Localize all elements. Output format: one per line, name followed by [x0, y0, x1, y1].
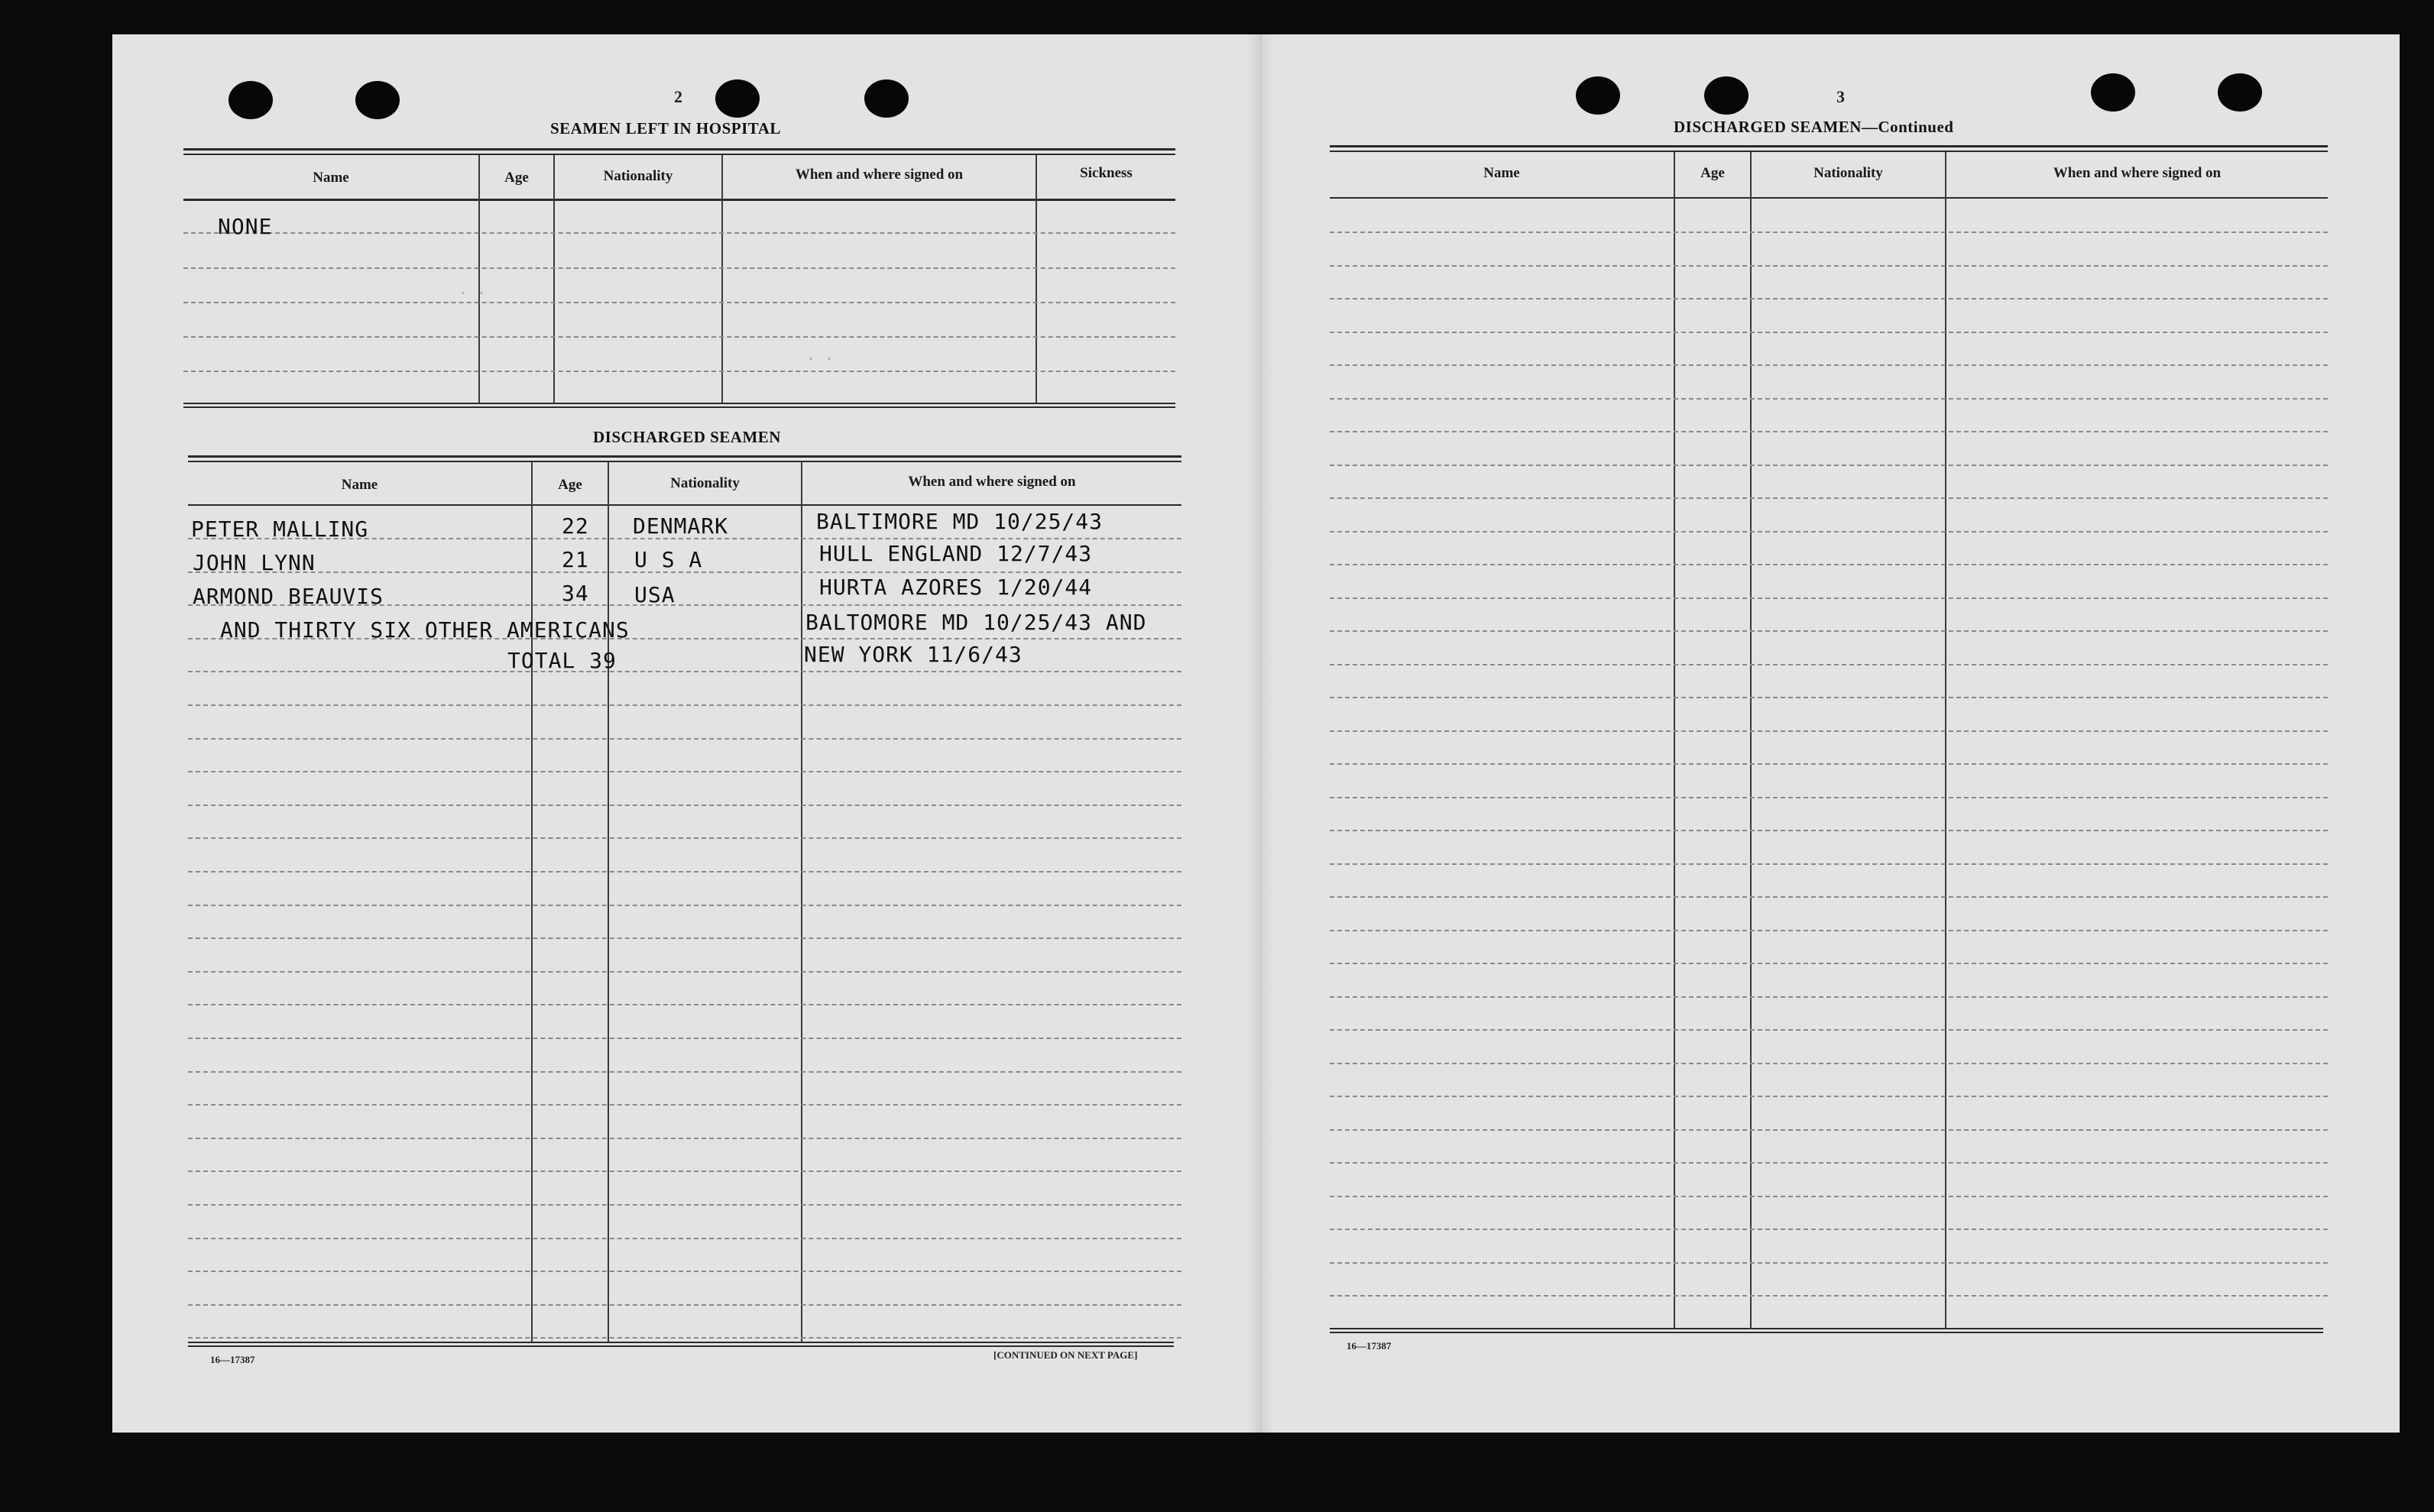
discharged-continued-title: DISCHARGED SEAMEN—Continued: [1674, 118, 1954, 136]
col-header-nationality: Nationality: [1813, 165, 1883, 181]
row-rule: [183, 232, 1175, 235]
row-rule: [188, 937, 1181, 940]
row-rule: [188, 704, 1181, 707]
row-rule: [188, 871, 1181, 873]
row-rule: [1330, 231, 2328, 234]
punch-hole: [864, 79, 909, 118]
form-number: 16—17387: [1347, 1340, 1392, 1352]
column-divider: [608, 462, 609, 1342]
table-bottom-border: [183, 403, 1175, 404]
seaman-age: 34: [562, 581, 589, 606]
continued-note: [CONTINUED ON NEXT PAGE]: [993, 1349, 1138, 1361]
row-rule: [188, 805, 1181, 807]
row-rule: [188, 1138, 1181, 1140]
punch-hole: [228, 81, 273, 119]
header-bottom-border: [188, 504, 1181, 506]
table-bottom-border: [1330, 1332, 2323, 1333]
discharged-section-title: DISCHARGED SEAMEN: [593, 428, 781, 446]
punch-hole: [715, 79, 760, 118]
row-rule: [1330, 564, 2328, 566]
col-header-age: Age: [558, 477, 582, 493]
form-number: 16—17387: [210, 1354, 255, 1365]
row-rule: [1330, 1229, 2328, 1231]
row-rule: [188, 1304, 1181, 1306]
row-rule: [1330, 364, 2328, 367]
column-divider: [1945, 152, 1946, 1329]
col-header-nationality: Nationality: [670, 475, 740, 491]
seaman-signed-on: BALTIMORE MD 10/25/43: [816, 509, 1104, 534]
col-header-signed-on: When and where signed on: [795, 167, 964, 183]
punch-hole: [1704, 76, 1749, 115]
col-header-age: Age: [504, 170, 529, 186]
row-rule: [1330, 1063, 2328, 1065]
page-fold: [1247, 34, 1275, 1433]
seaman-nationality: DENMARK: [633, 513, 729, 539]
column-divider: [553, 155, 555, 403]
row-rule: [1330, 830, 2328, 832]
row-rule: [1330, 896, 2328, 898]
row-rule: [188, 1071, 1181, 1073]
seaman-name: ARMOND BEAUVIS: [193, 584, 384, 609]
left-page: [112, 34, 1261, 1433]
row-rule: [1330, 730, 2328, 733]
row-rule: [188, 1204, 1181, 1206]
column-divider: [801, 462, 802, 1342]
others-signed-on: BALTOMORE MD 10/25/43 AND: [805, 610, 1147, 635]
col-header-signed-on: When and where signed on: [2053, 165, 2222, 181]
punch-hole: [355, 81, 400, 119]
row-rule: [188, 971, 1181, 973]
row-rule: [183, 267, 1175, 270]
page-number: 3: [1836, 87, 1845, 106]
row-rule: [188, 671, 1181, 673]
row-rule: [1330, 398, 2328, 400]
row-rule: [1330, 996, 2328, 999]
table-top-border: [183, 148, 1175, 151]
column-divider: [1750, 152, 1752, 1329]
row-rule: [1330, 1162, 2328, 1164]
seaman-name: JOHN LYNN: [193, 550, 316, 575]
row-rule: [1330, 863, 2328, 866]
right-page: [1261, 34, 2400, 1433]
row-rule: [188, 1238, 1181, 1240]
seaman-age: 21: [562, 547, 589, 572]
table-top-border: [1330, 145, 2328, 147]
row-rule: [1330, 597, 2328, 600]
seaman-nationality: U S A: [634, 547, 703, 572]
row-rule: [1330, 1262, 2328, 1264]
row-rule: [1330, 531, 2328, 533]
row-rule: [188, 1337, 1181, 1339]
row-rule: [1330, 1029, 2328, 1031]
row-rule: [188, 1170, 1181, 1173]
row-rule: [1330, 265, 2328, 267]
seaman-name: PETER MALLING: [191, 516, 369, 542]
row-rule: [188, 837, 1181, 840]
row-rule: [1330, 1295, 2328, 1297]
row-rule: [1330, 1129, 2328, 1132]
row-rule: [188, 1004, 1181, 1006]
row-rule: [188, 1104, 1181, 1106]
col-header-age: Age: [1700, 165, 1725, 181]
row-rule: [188, 1271, 1181, 1273]
col-header-nationality: Nationality: [603, 168, 673, 184]
row-rule: [1330, 431, 2328, 433]
column-divider: [531, 462, 533, 1342]
header-bottom-border: [1330, 197, 2328, 199]
hospital-section-title: SEAMEN LEFT IN HOSPITAL: [550, 119, 781, 138]
row-rule: [183, 371, 1175, 373]
row-rule: [1330, 630, 2328, 633]
row-rule: [1330, 298, 2328, 300]
row-rule: [1330, 763, 2328, 766]
bleed-through-mark: . .: [459, 280, 487, 298]
bleed-through-mark: . .: [806, 345, 835, 364]
row-rule: [183, 302, 1175, 304]
row-rule: [188, 738, 1181, 740]
page-number: 2: [674, 87, 682, 106]
punch-hole: [2091, 73, 2135, 112]
table-top-border: [188, 455, 1181, 458]
col-header-name: Name: [313, 170, 349, 186]
total-line: TOTAL 39: [507, 648, 617, 673]
table-top-border: [183, 154, 1175, 155]
seaman-signed-on: HULL ENGLAND 12/7/43: [819, 541, 1093, 566]
col-header-name: Name: [1483, 165, 1520, 181]
row-rule: [1330, 1196, 2328, 1198]
table-top-border: [188, 461, 1181, 462]
punch-hole: [1576, 76, 1620, 115]
column-divider: [1674, 152, 1675, 1329]
column-divider: [721, 155, 723, 403]
header-bottom-border: [183, 199, 1175, 201]
table-bottom-border: [1330, 1328, 2323, 1329]
row-rule: [188, 1038, 1181, 1040]
table-top-border: [1330, 151, 2328, 152]
table-bottom-border: [183, 406, 1175, 408]
col-header-sickness: Sickness: [1080, 165, 1133, 181]
row-rule: [1330, 332, 2328, 334]
table-bottom-border: [188, 1342, 1174, 1343]
row-rule: [1330, 697, 2328, 699]
seaman-nationality: USA: [634, 582, 676, 607]
col-header-name: Name: [341, 477, 378, 493]
seaman-signed-on: HURTA AZORES 1/20/44: [819, 575, 1093, 600]
row-rule: [183, 336, 1175, 338]
row-rule: [1330, 930, 2328, 932]
row-rule: [188, 771, 1181, 773]
row-rule: [1330, 797, 2328, 799]
row-rule: [1330, 963, 2328, 965]
row-rule: [1330, 1096, 2328, 1098]
row-rule: [1330, 465, 2328, 467]
row-rule: [1330, 664, 2328, 666]
row-rule: [1330, 497, 2328, 500]
total-signed-on: NEW YORK 11/6/43: [804, 642, 1023, 667]
hospital-entry: NONE: [218, 214, 273, 239]
table-bottom-border: [188, 1345, 1174, 1347]
column-divider: [1036, 155, 1037, 403]
row-rule: [188, 905, 1181, 907]
seaman-age: 22: [562, 513, 589, 539]
col-header-signed-on: When and where signed on: [908, 474, 1076, 490]
punch-hole: [2218, 73, 2262, 112]
others-line: AND THIRTY SIX OTHER AMERICANS: [220, 617, 630, 643]
